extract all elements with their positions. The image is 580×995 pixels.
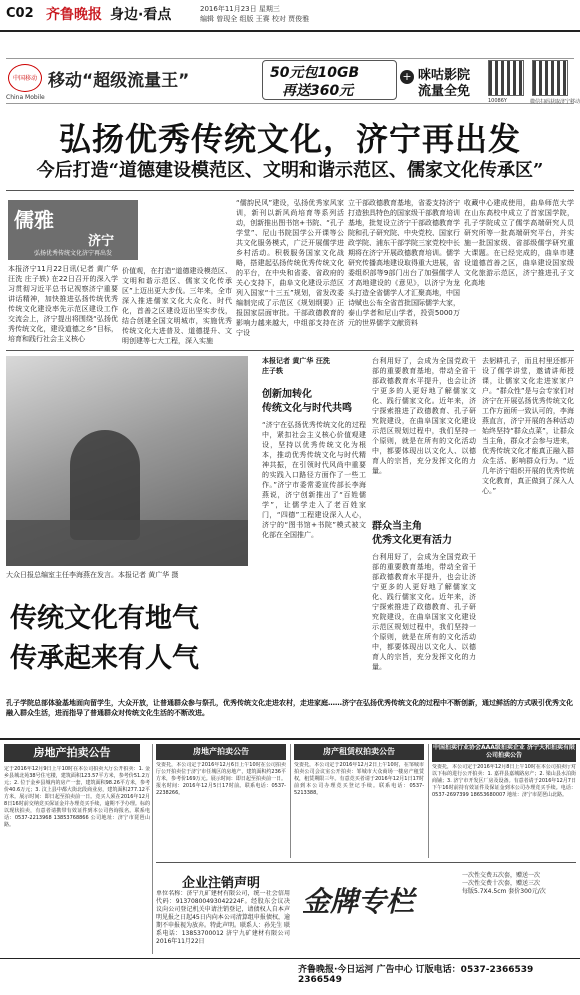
column-rule: [290, 744, 291, 858]
byline: 本报记者 黄广华 汪洗: [262, 357, 330, 365]
photo-caption: 大众日报总编室主任李海燕在发言。本报记者 黄广华 摄: [6, 571, 179, 579]
newspaper-name: 齐鲁晚报: [46, 7, 102, 23]
interview-column-1: “济宁在弘扬优秀传统文化的过程中，紧扣社会主义核心价值观建设，坚持以优秀传统文化为根本，推动优秀传统文化与时代精神共振，在引领时代风尚中重要的实践入口路径方面作了一些工作。”济宁市委常委宣传部长李海燕说，济宁创新推出了“百姓儒学”，让儒学走入了老百姓家门，“四德”工程建设深入人心，济宁的“图书馆+书院”模式被文化部在全国推广。: [262, 421, 366, 539]
staff-line: 编辑 曾现全 组版 王赛 校对 贾俊雅: [200, 15, 310, 23]
interview-column-2-cont: 台利用好了，会成为全国党政干部的重要教育基地，带动全省干部政德教育水平提升，也会让济宁更多的人更好地了解儒家文化、践行儒家文化。近年来，济宁探索推进了政德教育、孔子研究院建设，在曲阜国家文化建设示范区规划过程中，我们坚持一个原则，就是在所有的文化活动中，都要体现出以文化人、以德育人的宗旨，充分发挥文化的力量。: [372, 553, 476, 671]
gold-column-pricing: [462, 872, 546, 896]
main-subheadline: 今后打造“道德建设模范区、文明和谐示范区、儒家文化传承区”: [36, 160, 544, 181]
pricing-line: 每版5.7X4.5cm 套价300元/次: [462, 888, 546, 895]
qr-code-icon: [488, 60, 524, 96]
ad-offer-line2: 再送360元: [282, 83, 354, 99]
gold-column-title: 金牌专栏: [302, 885, 415, 918]
lead-column-3: “儒韵民风”建设，弘扬优秀家风家训，新刊以新风尚培育等系列活动，创新推出图书馆+书院、“孔子学堂”、尼山书院国学公开课等公共文化服务模式，广泛开展儒学进乡村活动。积极服务国家文化战略，搭建起弘扬传统优秀传统文化的平台，在中央和省委、省政府的关心支持下，曲阜文化建设示范区列入国家“十三五”规划，省发改委编制完成了示范区《规划纲要》正报国家层面审批。干部政德教育的影响力越来越大，中组部支持在济宁设: [236, 199, 344, 337]
china-mobile-logo-icon: 中国移动: [8, 64, 42, 92]
deregistration-body: 单位名称：济宁九矿建材有限公司，统一社会信用代码：91370800493042224F。经股东会议决议向公司登记机关申请注销登记，请债权人自本声明见报之日起45日内向本公司清算组申报债权，逾期不申报视为放弃。特此声明。联系人：孙先生 联系电话：13853700012 济宁九矿建材有限公司 2016年11月22日: [156, 890, 290, 945]
qr-label-1: 10086Y: [488, 98, 507, 104]
subheading-2b: 优秀文化更有活力: [372, 535, 452, 546]
footer-ad-center: 齐鲁晚报·今日运河 广告中心 订版电话：0537-2366539 2366549: [298, 965, 534, 985]
feature-summary: 孔子学院总部体验基地面向留学生，大众开放，让普通群众参与祭孔，优秀传统文化走进农村，走进家庭……济宁在弘扬优秀传统文化的过程中不断创新，通过鲜活的方式吸引优秀文化融入群众生活，进而指导了普通群众对传统文化生活的不断改进。: [6, 699, 573, 717]
lead-column-2: 价值观，在打造“道德建设模范区、文明和谐示范区、儒家文化传承区”上迈出更大步伐。三年来，全市深入推进儒家文化大众化、时代化，首善之区建设迈出坚实步伐，结合创建全国文明城市，实施优秀传统文化大进普及、道德提升、文明创建等七大工程，深入实施: [122, 267, 232, 345]
issue-date: [200, 4, 309, 24]
ad-box2-body: 受委托，本公司定于2016年12月6日上午10时在公司拍卖厅公开拍卖位于济宁市任城区的房地产，建筑面积约236平方米，参考价169万元。展示时间：即日起至拍卖前一日。报名时间：2016年12月5日17时前。联系电话：0537-2238266。: [156, 762, 286, 796]
qr-label-2: 微信扫码获取济宁移动: [530, 99, 580, 105]
divider: [6, 350, 574, 351]
photo-desk: [6, 520, 248, 566]
banner-city: 济宁: [88, 234, 115, 249]
subheading-1: 创新加转化: [262, 389, 312, 400]
section-title: 身边·看点: [110, 7, 172, 23]
pricing-line: 一次性交费五次套，赠送一次: [462, 872, 541, 879]
qr-code-icon: [532, 60, 568, 96]
ad-box2-title: 房地产拍卖公告: [156, 744, 286, 760]
interview-column-2: 台利用好了，会成为全国党政干部的重要教育基地，带动全省干部政德教育水平提升，也会让济宁更多的人更好地了解儒家文化、践行儒家文化。近年来，济宁探索推进了政德教育、孔子研究院建设，在曲阜国家文化建设示范区规划过程中，我们坚持一个原则，就是在所有的文化活动中，都要体现出以文化人、以德育人的宗旨，充分发挥文化的力量。: [372, 357, 476, 475]
date-line: 2016年11月23日 星期三: [200, 5, 280, 13]
divider: [156, 862, 576, 863]
pricing-line: 一次性交费十次套，赠送三次: [462, 880, 541, 887]
ad-box3-title: 房产租赁权拍卖公告: [294, 744, 424, 760]
feature-title-line1: 传统文化有地气: [10, 603, 199, 634]
main-headline: 弘扬优秀传统文化，济宁再出发: [58, 120, 521, 158]
lead-column-4: 立干部政德教育基地，省委支持济宁打造独具特色的国家级干部教育培训基地，批复设立济宁干部政德教育学院和孔子研究院、中央党校、国家行政学院、浦东干部学院三家党校中长期将在济宁开展政德教育培训。儒学研究传播高地建设取得重大进展，省委组织部等9部门出台了加强儒学人才高地建设的《意见》，以济宁为龙头打造全省儒学人才汇聚高地，中国诗赋也公布全省首批国际儒学大家，泰山学者和尼山学者，投资5000万元的世界儒学文献资料: [348, 199, 460, 327]
lead-column-1: 本报济宁11月22日讯(记者 黄广华 汪洗 庄子轶) 在22日召开的深入学习贯彻习近平总书记视察济宁重要讲话精神，加快推进弘扬传统优秀传统文化建设率先示范区建设工作交流会上，济宁提出将围绕“弘扬优秀传统文化，建设道德之乡”目标，培育和践行社会主义核心: [8, 265, 118, 343]
ad-real-estate-auction-title: 房地产拍卖公告: [4, 744, 140, 762]
subheading-1b: 传统文化与时代共鸣: [262, 403, 352, 414]
feature-title-line2: 传承起来有人气: [10, 643, 199, 674]
header-rule: [0, 30, 580, 32]
banner-title: 儒雅: [14, 208, 54, 232]
ad-box3-body: 受委托，本公司定于2016年12月2日上午10时，在邹城市拍卖公司会议室公开拍卖：邹城市大众商场一楼房产租赁权，租赁期限三年。有意竞买者请于2016年12月1日17时前到本公司办理竞买登记手续。联系电话：0537-5213388。: [294, 762, 424, 796]
classifieds-rule: [0, 738, 580, 740]
footer-rule: [0, 958, 580, 959]
ad-real-estate-auction-body: 定于2016年12月9日上午10时在本公司拍卖大厅公开拍卖：1. 金乡县城北苑38号住宅楼，建筑面积123.57平方米，参考价51.2万元；2. 位于金乡县城内的房产一套，建筑面积98.26平方米，参考价40.6万元；3. 汶上县中都大街北段商业房，建筑面积277.12平方米。展示时间：即日起至拍卖前一日。竞买人须在2016年12月8日16时前交纳竞买保证金并办理竞买手续，逾期不予办理。标的以现状拍卖，有意者请携带有效证件到本公司咨询报名。联系电话：0537-2213968 13853768866 公司地址：济宁市琵琶山路。: [4, 766, 150, 828]
deregistration-title: 企业注销声明: [181, 876, 260, 891]
byline-2: 庄子轶: [262, 367, 283, 375]
column-rule: [152, 744, 153, 954]
interview-column-3: 去躬耕孔子，而且村里还都开设了儒学讲堂，邀请讲师授课，让儒家文化走进家家户户。“群众性”是与会专家们对济宁在开展弘扬优秀传统文化工作方面所一致认可的，李海燕直言，济宁开展的各种活动始终坚持“群众点菜”，让群众当主角，群众才会参与进来，优秀传统文化才能真正融入群众生活、影响群众行为。“近几年济宁组织开展的优秀传统文化教育，真正做到了深入人心。”: [482, 357, 574, 495]
subheading-2: 群众当主角: [372, 521, 422, 532]
ad-right-line2: 流量全免: [418, 84, 471, 99]
divider: [6, 190, 574, 191]
ad-offer-line1: 50元包10GB: [270, 65, 360, 81]
ad-box4-body: 受委托，本公司定于2016年12月8日上午10时在本公司拍卖厅对以下标的进行公开拍卖：1. 嘉祥县嘉城路房产；2. 梁山县水泊街商铺；3. 济宁市开发区厂房及设备。有意者请于2016年12月7日下午16时前持有效证件及保证金到本公司办理竞买手续。电话：0537-2697399 18653680007 地址：济宁市琵琶山北路。: [432, 764, 576, 798]
banner-tagline: 弘扬优秀传统文化济宁再出发: [33, 250, 112, 257]
plus-icon: +: [400, 70, 414, 84]
column-rule: [428, 744, 429, 858]
ad-title: 移动“超级流量王”: [48, 71, 190, 91]
page-code: C02: [6, 6, 34, 21]
ad-right-line1: 咪咕影院: [418, 68, 471, 83]
lead-column-5: 收藏中心建成使用，曲阜师范大学在山东高校中成立了首家国学院，孔子学院成立了儒学高端研究人员研究所等一批高端研究平台，并实施一批国家级、省部级儒学研究重大课题。在已经完成的，曲阜市建设道德首善之区，曲阜建设国家级文化旅游示范区，济宁推进孔子文化高地: [464, 199, 574, 287]
logo-subtext: China Mobile: [6, 94, 45, 101]
ad-box4-title: 中国拍卖行业协会AAA级拍卖企业 济宁天和拍卖有限公司拍卖公告: [432, 744, 576, 762]
